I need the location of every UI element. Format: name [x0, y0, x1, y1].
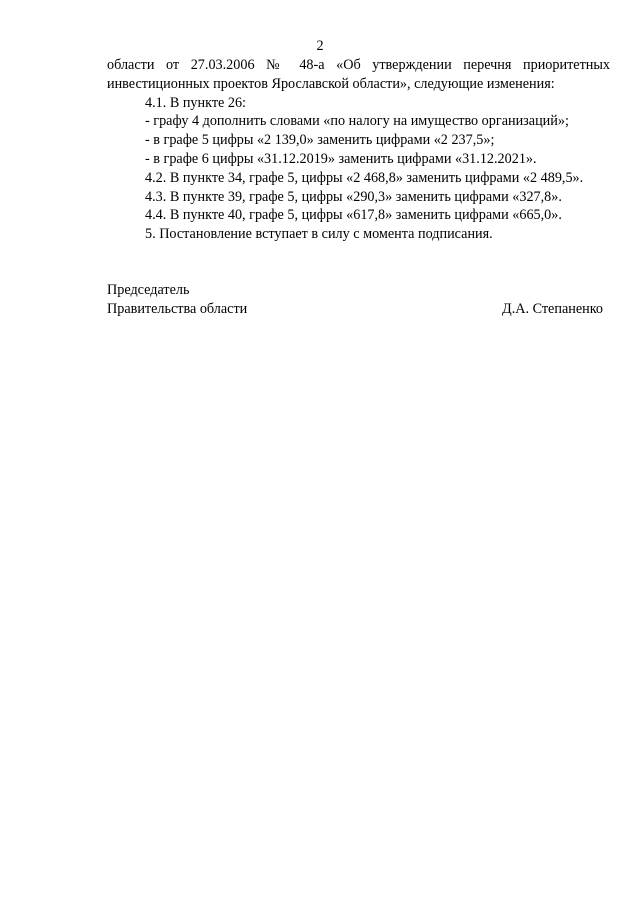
document-body: [107, 56, 610, 244]
signatory-position-line-2: Правительства области: [107, 300, 248, 317]
body-line-2: инвестиционных проектов Ярославской области», следующие изменения:: [107, 75, 555, 92]
item-4-1-change-column-6: - в графе 6 цифры «31.12.2019» заменить цифрами «31.12.2021».: [145, 150, 537, 167]
item-4-2: 4.2. В пункте 34, графе 5, цифры «2 468,8» заменить цифрами «2 489,5».: [145, 169, 584, 186]
item-4-1-change-column-4: - графу 4 дополнить словами «по налогу на имущество организаций»;: [145, 113, 569, 130]
item-4-1-change-column-5: - в графе 5 цифры «2 139,0» заменить цифрами «2 237,5»;: [145, 132, 495, 149]
signatory-name: Д.А. Степаненко: [502, 300, 603, 317]
item-4-4: 4.4. В пункте 40, графе 5, цифры «617,8» заменить цифрами «665,0».: [145, 207, 562, 224]
signature-block: [107, 281, 603, 319]
signatory-position-line-1: Председатель: [107, 282, 190, 298]
item-4-1-heading: 4.1. В пункте 26:: [145, 94, 246, 111]
signature-row-2: [107, 300, 603, 319]
item-4-3: 4.3. В пункте 39, графе 5, цифры «290,3» заменить цифрами «327,8».: [145, 188, 562, 205]
signature-row-1: [107, 281, 603, 300]
page-number: 2: [316, 38, 324, 54]
item-5-effective-date: 5. Постановление вступает в силу с момента подписания.: [145, 226, 493, 243]
body-line-1: области от 27.03.2006 № 48-а «Об утверждении перечня приоритетных: [107, 57, 610, 73]
